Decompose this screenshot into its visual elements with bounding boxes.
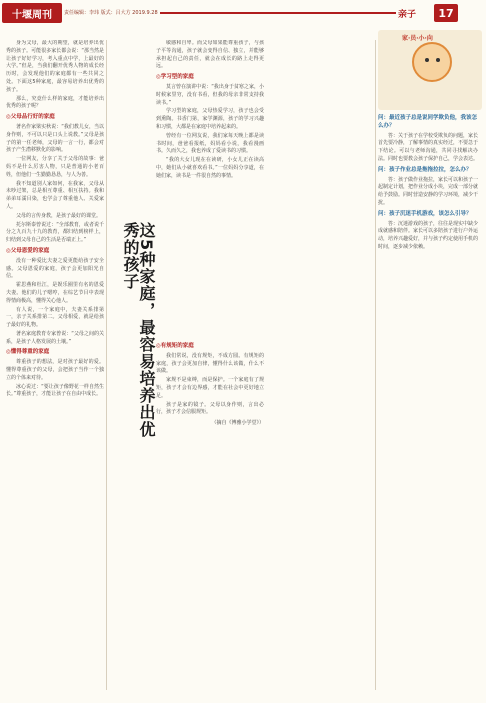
mascot-eye xyxy=(425,58,429,62)
paragraph: 著名家庭教育专家曾说：“父母之间的关系，是孩子人格发展的土壤。” xyxy=(6,330,104,345)
paragraph: 冰心说过：“要让孩子像野花一样自然生长。”尊重孩子，才能让孩子在自由中成长。 xyxy=(6,383,104,398)
paragraph: 著名作家梁实秋说：“我们教儿女，当以身作则，不可以只是口头上说教。”父母是孩子的第一任老师，父母的一言一行，都会对孩子产生潜移默化的影响。 xyxy=(6,123,104,154)
paragraph: 我不知道别人家如何，在我家，父母从未吵过架，总是相互尊重、相互扶持。我和弟弟耳濡目染，也学会了尊重他人、关爱家人。 xyxy=(6,180,104,210)
paragraph: 答：孩子做作业拖拉，家长可以和孩子一起制定计划，把作业分成小块，完成一部分就给予鼓励。同时营造安静的学习环境，减少干扰。 xyxy=(378,176,478,206)
paragraph: 孩子是家的镜子。父母以身作则，言出必行，孩子才会信服规矩。 xyxy=(156,401,264,416)
subheading: ◎学习型的家庭 xyxy=(156,74,194,81)
paragraph: 曾经有一位网友说，我们家每天晚上都是读书时间，爸爸看报纸，妈妈看小说，我看漫画书。久而久之，我也养成了爱读书的习惯。 xyxy=(156,132,264,155)
subheading: ◎父母恩爱的家庭 xyxy=(6,247,50,254)
subheading: ◎父母品行好的家庭 xyxy=(6,114,55,121)
paragraph: “我的大女儿现在在读研，小女儿正在读高中，她们从小就喜欢看书。”一位妈妈分享道，在她们家，读书是一件很自然的事情。 xyxy=(156,157,264,179)
mascot-icon xyxy=(412,42,452,82)
section-name: 亲子 xyxy=(398,10,417,20)
publication-logo: 十堰周刊 xyxy=(2,3,62,23)
paragraph: 莫言曾在演讲中说：“我出身于贫寒之家，小时候家里穷，没有书看，但我的母亲非常支持我读书。” xyxy=(156,83,264,106)
subheading: ◎有规矩的家庭 xyxy=(156,343,194,349)
header-rule xyxy=(160,12,396,14)
subheading: 问：最近孩子总是说同学欺负他，我该怎么办？ xyxy=(378,115,478,129)
paragraph: 托尔斯泰曾说过：“全部教育，或者说千分之九百九十九的教育，都归结到榜样上，归结到父母自己的生活是否端正上。” xyxy=(6,221,104,244)
paragraph: 我们常说，没有规矩，不成方圆。有规矩的家庭，孩子会更加自律，懂得什么该做，什么不该做。 xyxy=(156,352,264,375)
mascot-eye xyxy=(436,58,440,62)
paragraph: 那么，究竟什么样的家庭，才能培养出优秀的孩子呢？ xyxy=(6,95,104,110)
paragraph: 家规不是束缚，而是保护。一个家庭有了规矩，孩子才会有边界感，才能在社会中更好地立足。 xyxy=(156,377,264,399)
paragraph: 一位网友，分享了关于父母的故事：爸妈不是什么厉害人物，只是普通的小老百姓，但他们一生勤勤恳恳，与人为善。 xyxy=(6,156,104,178)
paragraph: 答：沉迷游戏的孩子，往往是现实中缺少成就感和陪伴。家长可以多陪孩子进行户外运动，培养兴趣爱好，并与孩子约定使用手机的时间，逐步减少依赖。 xyxy=(378,220,478,250)
paragraph: 父母的言传身教，是孩子最好的课堂。 xyxy=(16,212,102,219)
subheading: 问：孩子作业总是拖拖拉拉，怎么办？ xyxy=(378,166,472,173)
column-3 xyxy=(156,340,264,690)
paragraph: 答：关于孩子在学校受欺负的问题，家长首先要冷静，了解事情的真实经过，不要急于下结论。可以与老师沟通，共同寻找解决办法。同时也要教会孩子保护自己，学会表达。 xyxy=(378,132,478,162)
subheading: 问：孩子沉迷手机游戏，该怎么引导？ xyxy=(378,210,472,217)
paragraph: 霍思燕和杜江，是娱乐圈里有名的恩爱夫妻。他们的儿子嗯哼，在综艺节目中表现得情商极高，懂得关心他人。 xyxy=(6,282,104,304)
page-number: 17 xyxy=(434,4,458,22)
paragraph: 有人说，一个家庭中，夫妻关系排第一，亲子关系排第二。父母相爱，就是给孩子最好的礼物。 xyxy=(6,306,104,329)
qa-column xyxy=(378,112,478,692)
paragraph: 尊重孩子的想法，是对孩子最好的爱。懂得尊重孩子的父母，会把孩子当作一个独立的个体来对待。 xyxy=(6,359,104,381)
source-credit: （摘自《博雅小学堂》） xyxy=(211,420,264,427)
editor-meta: 责任编辑：李玮 版式：吕大方 2019.9.28 xyxy=(64,10,158,16)
paragraph: 学习型的家庭，父母热爱学习，孩子也会受到熏陶。书香门第，家学渊源，孩子的学习兴趣和习惯，大都是在家庭中培养起来的。 xyxy=(156,108,264,130)
column-divider xyxy=(106,40,107,690)
sidebar-title: 家·员·小·向 xyxy=(402,35,433,42)
column-divider xyxy=(375,40,376,690)
paragraph: 没有一种爱比夫妻之爱更能给孩子安全感。父母恩爱的家庭，孩子会更加阳光自信。 xyxy=(6,257,104,280)
paragraph: 敏感和自卑。而父母如果能尊重孩子，与孩子平等沟通，孩子就会变得自信、独立，并能够承担起自己的责任，就会在成长的路上走得更远。 xyxy=(156,40,264,70)
page-header xyxy=(0,0,486,26)
subheading: ◎懂得尊重的家庭 xyxy=(6,349,50,356)
article-title: 这5种家庭，最容易培养出优秀的孩子 xyxy=(121,222,156,439)
column-1 xyxy=(6,40,104,690)
column-2 xyxy=(156,40,264,340)
paragraph: 身为父母，最大的期望，就是培养出优秀的孩子。可能很多家长都会说：“那当然是让孩子好好学习，考入重点中学，上最好的大学。”但是，当我们翻开优秀人物的成长经历时，会发现他们的家庭都有一些共同之处。下面这5种家庭，最容易培养出优秀的孩子。 xyxy=(6,40,104,93)
